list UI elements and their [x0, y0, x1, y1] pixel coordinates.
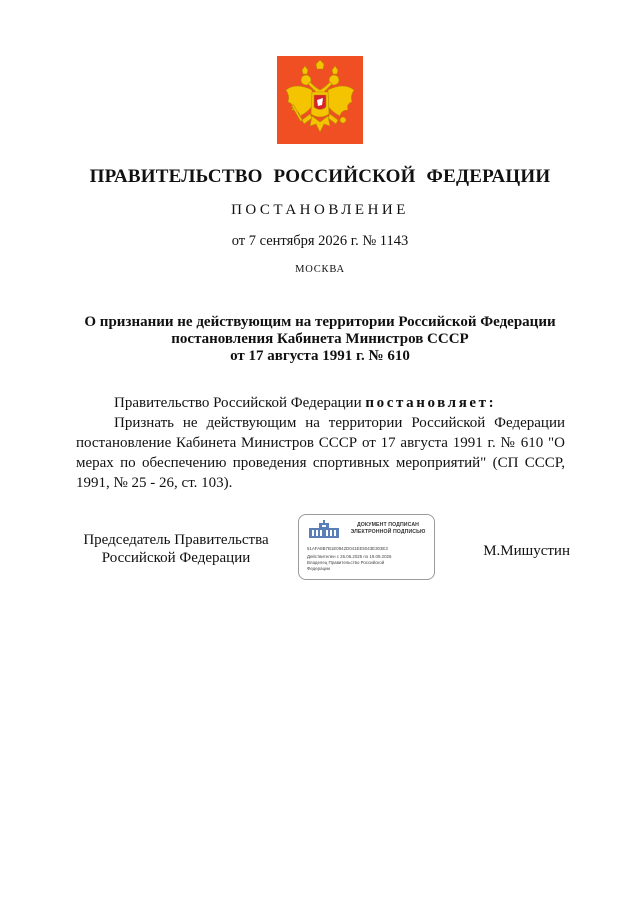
decree-prefix: Правительство Российской Федерации — [114, 395, 366, 411]
stamp-title-line-1: ДОКУМЕНТ ПОДПИСАН — [356, 522, 420, 528]
certificate-validity: Действителен с 26.06.2025 по 19.09.2026 — [307, 554, 392, 559]
position-line-2: Российской Федерации — [101, 550, 251, 566]
signatory-position — [76, 531, 276, 567]
double-headed-eagle-icon — [282, 60, 358, 140]
stamp-title-line-2: ЭЛЕКТРОННОЙ ПОДПИСЬЮ — [350, 528, 426, 535]
certificate-owner-line-2: Федерации — [307, 566, 330, 571]
decision-paragraph: Признать не действующим на территории Российской Федерации постановление Кабинета Министров СССР от 17 августа 1991 г. № 610 "О мерах по обеспечению проведения спортивных мероприятий" (СП СССР, 1991, № 25 - 26, ст. 103). — [76, 415, 565, 491]
document-city: МОСКВА — [295, 264, 345, 275]
stamp-title — [345, 522, 431, 536]
document-date-number: от 7 сентября 2026 г. № 1143 — [231, 233, 409, 249]
document-body — [76, 393, 565, 493]
electronic-signature-stamp — [298, 514, 435, 580]
subject-line-3: от 17 августа 1991 г. № 610 — [230, 348, 410, 364]
subject-line-1: О признании не действующим на территории Российской Федерации — [84, 314, 556, 330]
position-line-1: Председатель Правительства — [83, 532, 269, 548]
government-building-icon — [307, 520, 341, 540]
signatory-name: М.Мишустин — [483, 543, 570, 559]
stamp-header — [307, 520, 431, 542]
certificate-owner-line-1: Владелец Правительство Российской — [307, 560, 385, 565]
government-title: ПРАВИТЕЛЬСТВО РОССИЙСКОЙ ФЕДЕРАЦИИ — [89, 166, 551, 187]
certificate-serial: 51AFA8B7B1E0942D041EE5043E303E3 — [307, 546, 388, 551]
decree-paragraph — [76, 393, 565, 413]
decree-word: постановляет: — [365, 395, 497, 411]
document-type: ПОСТАНОВЛЕНИЕ — [231, 202, 409, 218]
subject-line-2: постановления Кабинета Министров СССР — [171, 331, 469, 347]
document-subject — [60, 314, 580, 365]
coat-of-arms-icon — [277, 56, 363, 144]
